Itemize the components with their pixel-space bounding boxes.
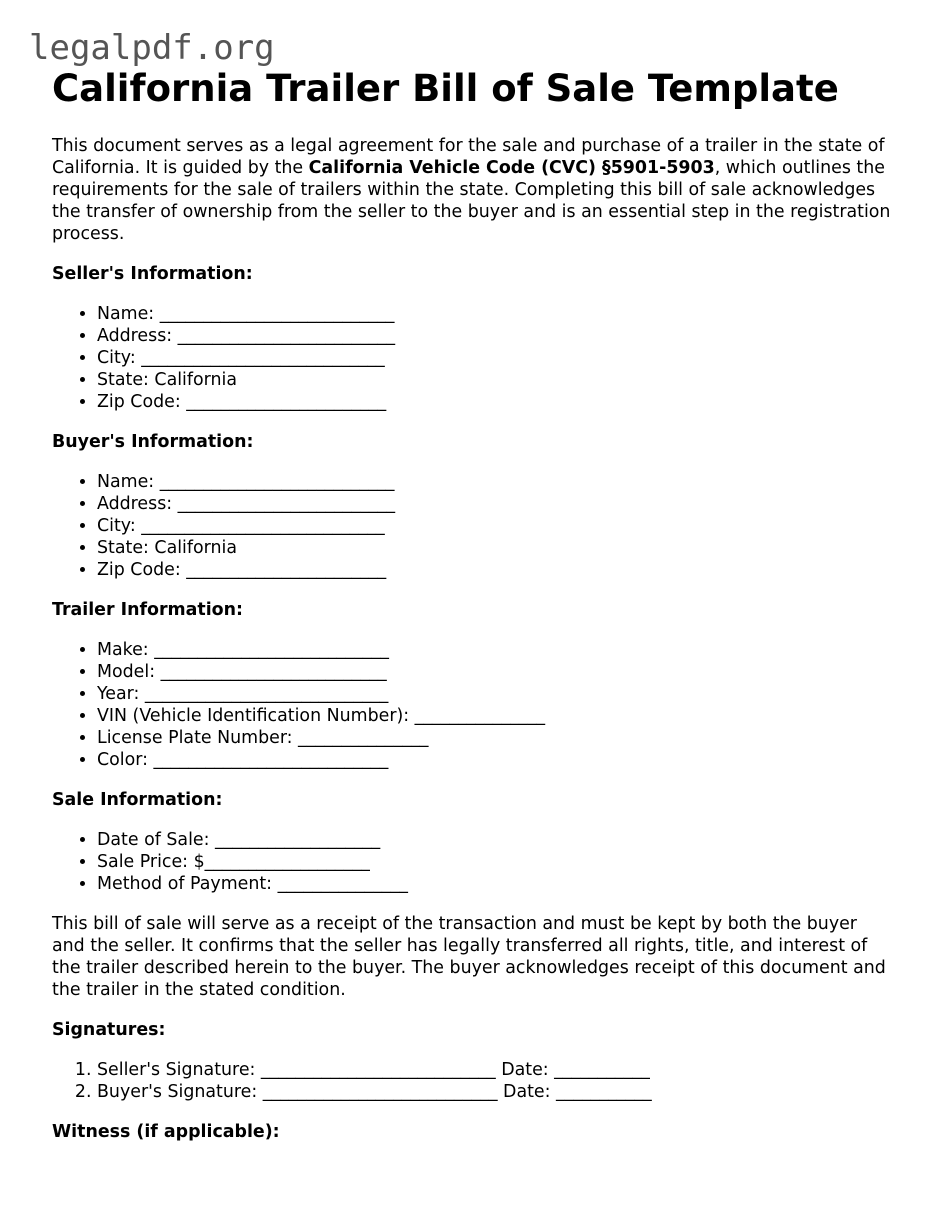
trailer-model-item: • Model: __________________________ (97, 661, 892, 683)
signatures-list (52, 1059, 892, 1103)
watermark: legalpdf.org (29, 28, 275, 68)
buyer-zip-item: • Zip Code: _______________________ (97, 559, 892, 581)
seller-heading: Seller's Information: (52, 264, 253, 284)
sale-date-item: • Date of Sale: ___________________ (97, 829, 892, 851)
trailer-plate-item: • License Plate Number: _______________ (97, 727, 892, 749)
buyer-heading: Buyer's Information: (52, 432, 254, 452)
witness-heading: Witness (if applicable): (52, 1122, 280, 1142)
buyer-address-item: • Address: _________________________ (97, 493, 892, 515)
seller-signature-item: 1. Seller's Signature: ___________________________ Date: ___________ (97, 1059, 892, 1081)
seller-state-item: • State: California (97, 369, 892, 391)
trailer-vin-item: • VIN (Vehicle Identification Number): _______________ (97, 705, 892, 727)
sale-list (52, 829, 892, 895)
seller-address-item: • Address: _________________________ (97, 325, 892, 347)
trailer-heading: Trailer Information: (52, 600, 243, 620)
buyer-name-item: • Name: ___________________________ (97, 471, 892, 493)
document-page (52, 66, 892, 1143)
buyer-signature-item: 2. Buyer's Signature: ___________________________ Date: ___________ (97, 1081, 892, 1103)
intro-text-before: This document serves as a legal agreement for the sale and purchase of a trailer in the state of California. It is guided by the (52, 136, 885, 178)
intro-statute-reference: California Vehicle Code (CVC) §5901-5903 (308, 158, 715, 178)
trailer-year-item: • Year: ____________________________ (97, 683, 892, 705)
page-title: California Trailer Bill of Sale Template (52, 67, 839, 110)
seller-name-item: • Name: ___________________________ (97, 303, 892, 325)
sale-heading: Sale Information: (52, 790, 223, 810)
sale-payment-item: • Method of Payment: _______________ (97, 873, 892, 895)
signatures-heading: Signatures: (52, 1020, 166, 1040)
seller-zip-item: • Zip Code: _______________________ (97, 391, 892, 413)
buyer-list (52, 471, 892, 581)
buyer-city-item: • City: ____________________________ (97, 515, 892, 537)
intro-paragraph (52, 135, 892, 245)
seller-city-item: • City: ____________________________ (97, 347, 892, 369)
buyer-state-item: • State: California (97, 537, 892, 559)
closing-paragraph: This bill of sale will serve as a receipt of the transaction and must be kept by both the buyer and the seller. It confirms that the seller has legally transferred all rights, title, and interest of the trailer described herein to the buyer. The buyer acknowledges receipt of this document and the trailer in the stated condition. (52, 914, 886, 1000)
seller-list (52, 303, 892, 413)
trailer-list (52, 639, 892, 771)
trailer-make-item: • Make: ___________________________ (97, 639, 892, 661)
trailer-color-item: • Color: ___________________________ (97, 749, 892, 771)
intro-text-after: , which outlines the requirements for the sale of trailers within the state. Completing this bill of sale acknowledges the transfer of ownership from the seller to the buyer and is an essential step in the registration process. (52, 158, 891, 244)
sale-price-item: • Sale Price: $___________________ (97, 851, 892, 873)
